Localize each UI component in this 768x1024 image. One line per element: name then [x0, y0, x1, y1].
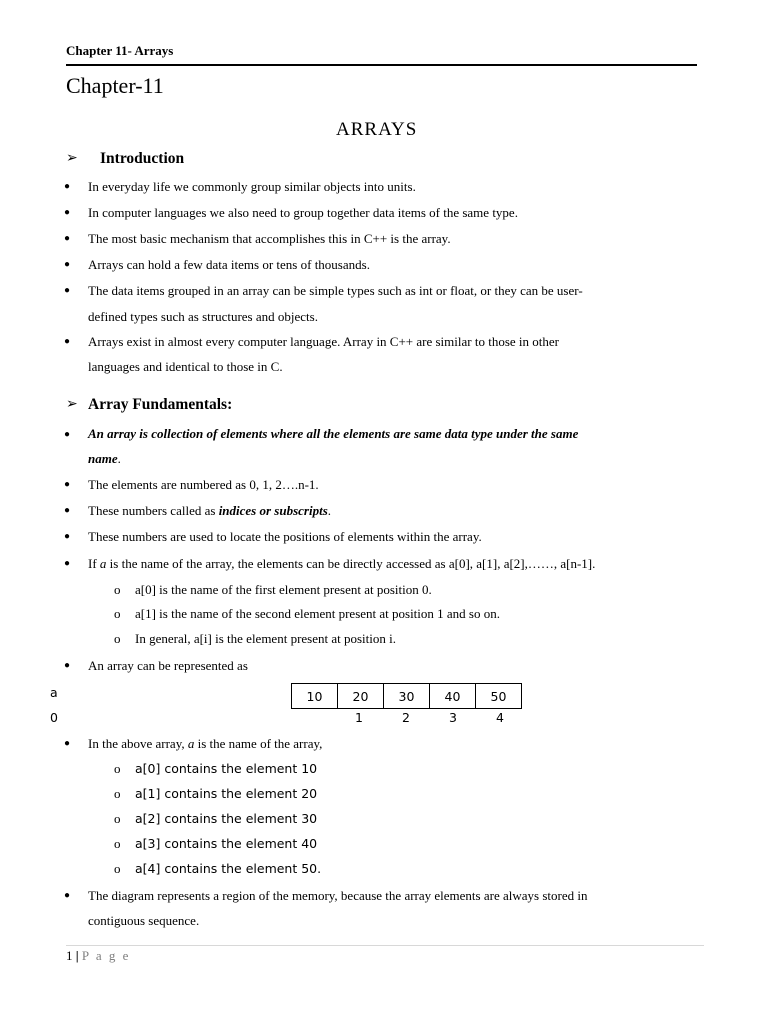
- array-diagram: [291, 683, 522, 709]
- section-heading-introduction: Introduction: [100, 150, 185, 167]
- bullet-icon: ●: [64, 505, 71, 516]
- intro-bullet-4: Arrays can hold a few data items or tens of thousands.: [88, 257, 370, 272]
- bullet-icon: ●: [64, 207, 71, 218]
- bullet-icon: ●: [64, 890, 71, 901]
- access-bullet: [88, 556, 595, 572]
- intro-bullet-5-line-2: defined types such as structures and objects.: [88, 309, 318, 324]
- array-index: 3: [449, 710, 457, 725]
- bullet-icon: ●: [64, 479, 71, 490]
- sub-bullet-icon: o: [114, 631, 121, 646]
- bullet-icon: ●: [64, 233, 71, 244]
- access-text-post: is the name of the array, the elements can be directly accessed as a[0], a[1], a[2],……, a[n-1].: [106, 556, 596, 571]
- chapter-title: Chapter-11: [66, 73, 164, 98]
- array-cell: 30: [384, 684, 430, 709]
- header-rule: [66, 64, 697, 66]
- sub-bullet-icon: o: [114, 861, 121, 876]
- page-footer: [66, 948, 130, 964]
- section-heading-fundamentals: Array Fundamentals:: [88, 396, 233, 413]
- array-cell: 20: [338, 684, 384, 709]
- array-index: 2: [402, 710, 410, 725]
- access-sub-3: In general, a[i] is the element present at position i.: [135, 631, 396, 646]
- intro-bullet-6-line-1: Arrays exist in almost every computer language. Array in C++ are similar to those in other: [88, 334, 559, 349]
- bullet-icon: ●: [64, 429, 71, 440]
- contains-sub-1: a[0] contains the element 10: [135, 761, 318, 776]
- access-sub-2: a[1] is the name of the second element present at position 1 and so on.: [135, 606, 500, 621]
- sub-bullet-icon: o: [114, 811, 121, 826]
- array-name-label: a: [50, 685, 58, 700]
- sub-bullet-icon: o: [114, 606, 121, 621]
- access-sub-1: a[0] is the name of the first element present at position 0.: [135, 582, 432, 597]
- array-var: a: [99, 556, 107, 571]
- page-title: ARRAYS: [336, 119, 418, 140]
- running-header: Chapter 11- Arrays: [66, 43, 174, 58]
- bullet-icon: ●: [64, 285, 71, 296]
- locate-bullet: These numbers are used to locate the positions of elements within the array.: [88, 529, 482, 544]
- bullet-icon: ●: [64, 531, 71, 542]
- array-cell: 40: [430, 684, 476, 709]
- intro-bullet-5-line-1: The data items grouped in an array can be simple types such as int or float, or they can be user-: [88, 283, 583, 298]
- intro-bullet-2: In computer languages we also need to group together data items of the same type.: [88, 205, 518, 220]
- array-index: 4: [496, 710, 504, 725]
- arrow-bullet-icon: ➢: [66, 397, 78, 412]
- page-number: 1: [66, 948, 73, 963]
- sub-bullet-icon: o: [114, 582, 121, 597]
- bullet-icon: ●: [64, 336, 71, 347]
- above-array-bullet: [88, 736, 322, 752]
- bullet-icon: ●: [64, 558, 71, 569]
- contains-sub-5: a[4] contains the element 50.: [135, 861, 322, 876]
- page-label: P a g e: [81, 948, 131, 963]
- footer-separator: |: [75, 948, 79, 963]
- contains-sub-2: a[1] contains the element 20: [135, 786, 318, 801]
- above-text-post: is the name of the array,: [194, 736, 323, 751]
- definition-line-1: An array is collection of elements where all the elements are same data type under the same: [88, 426, 579, 441]
- intro-bullet-1: In everyday life we commonly group similar objects into units.: [88, 179, 416, 194]
- indices-bullet: [88, 503, 331, 519]
- definition-period: .: [117, 451, 121, 466]
- array-var: a: [187, 736, 195, 751]
- array-cell: 10: [292, 684, 338, 709]
- indices-term: indices or subscripts: [218, 503, 328, 518]
- intro-bullet-6-line-2: languages and identical to those in C.: [88, 359, 283, 374]
- represent-bullet: An array can be represented as: [88, 658, 248, 673]
- memory-bullet-line-2: contiguous sequence.: [88, 913, 200, 928]
- intro-bullet-3: The most basic mechanism that accomplishes this in C++ is the array.: [88, 231, 451, 246]
- indices-text: These numbers called as: [88, 503, 219, 518]
- array-index: 0: [50, 710, 58, 725]
- memory-bullet-line-1: The diagram represents a region of the memory, because the array elements are always stored in: [88, 888, 588, 903]
- bullet-icon: ●: [64, 738, 71, 749]
- above-text-pre: In the above array,: [88, 736, 188, 751]
- bullet-icon: ●: [64, 259, 71, 270]
- array-cell: 50: [476, 684, 522, 709]
- sub-bullet-icon: o: [114, 761, 121, 776]
- sub-bullet-icon: o: [114, 836, 121, 851]
- bullet-icon: ●: [64, 181, 71, 192]
- indices-period: .: [327, 503, 332, 518]
- access-text-pre: If: [88, 556, 100, 571]
- definition-name-word: name: [88, 451, 118, 466]
- sub-bullet-icon: o: [114, 786, 121, 801]
- array-index: 1: [355, 710, 363, 725]
- contains-sub-3: a[2] contains the element 30: [135, 811, 318, 826]
- contains-sub-4: a[3] contains the element 40: [135, 836, 318, 851]
- arrow-bullet-icon: ➢: [66, 151, 78, 166]
- bullet-icon: ●: [64, 660, 71, 671]
- definition-line-2: [88, 451, 121, 467]
- numbering-bullet: The elements are numbered as 0, 1, 2….n-1.: [88, 477, 319, 492]
- footer-rule: [66, 945, 704, 946]
